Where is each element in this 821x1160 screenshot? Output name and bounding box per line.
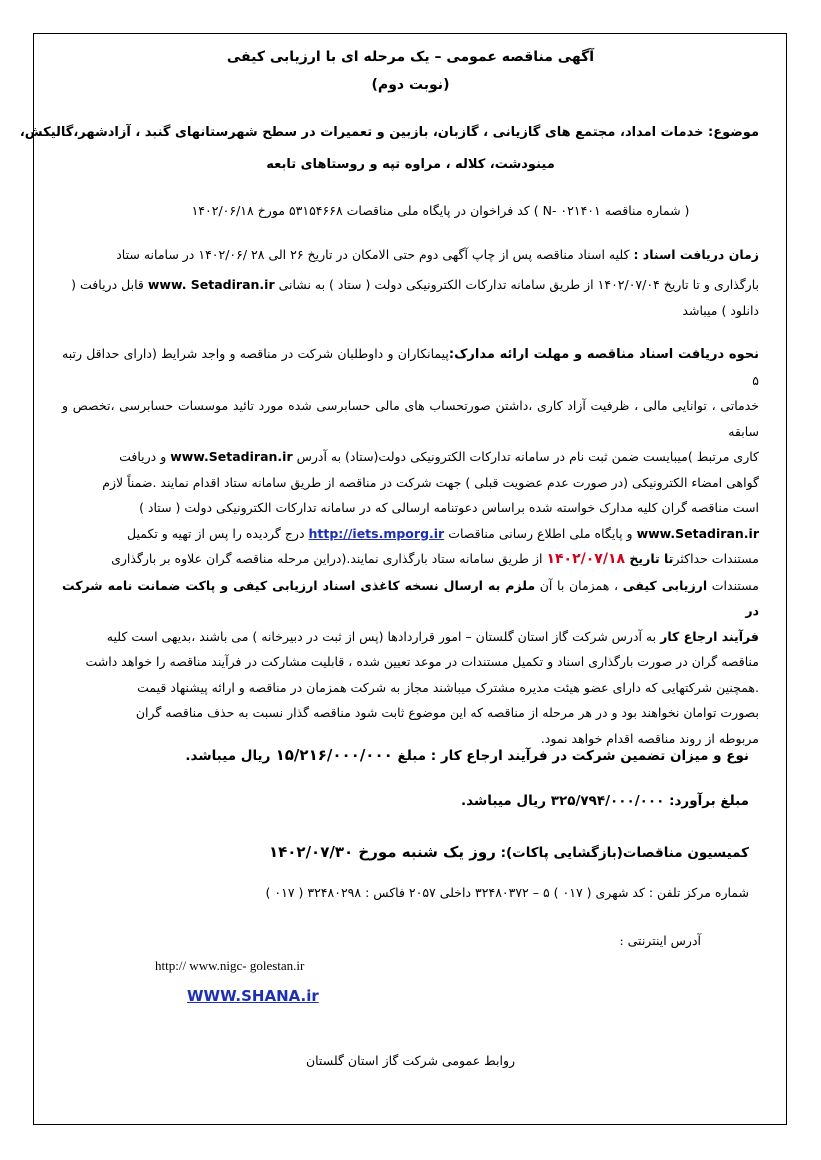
- tender-number: ( شماره مناقصه N- ۰۲۱۴۰۱ ) کد فراخوان در پایگاه ملی مناقصات ۵۳۱۵۴۶۶۸ مورخ ۱۴۰۲/۰۶/۱۸: [191, 203, 690, 218]
- receipt-text-1: کلیه اسناد مناقصه پس از چاپ آگهی دوم حتی الامکان در تاریخ ۲۶ الی ۲۸ /۱۴۰۲/۰۶ در سامانه ستاد: [116, 247, 634, 262]
- receipt-text-2: بارگذاری و تا تاریخ ۱۴۰۲/۰۷/۰۴ از طریق سامانه تدارکات الکترونیکی دولت ( ستاد ) به نشانی: [274, 277, 759, 292]
- subject-line-1: موضوع: خدمات امداد، مجتمع های گازیانی ، گازبان، بازبین و تعمیرات در سطح شهرستانهای گنبد ، آزادشهر،گالیکش،: [19, 125, 759, 140]
- guarantee-tail: ریال میباشد.: [185, 748, 271, 764]
- guarantee-line: [185, 746, 749, 764]
- submission-line-1: [62, 341, 759, 393]
- submission-line-12: بصورت توامان نخواهند بود و در هر مرحله از مناقصه که این موضوع ثابت شود مناقصه گذار نسبت به حذف مناقصه گران: [135, 705, 759, 720]
- referral-process: فرآیند ارجاع کار: [660, 628, 759, 644]
- shana-link[interactable]: WWW.SHANA.ir: [187, 987, 319, 1005]
- submission-text-9: به آدرس شرکت گاز استان گلستان – امور قراردادها (پس از ثبت در دبیرخانه ) می باشند ،بدیهی است کلیه: [106, 628, 661, 644]
- submission-text-7b: از طریق سامانه ستاد بارگذاری نمایند.(دراین مرحله مناقصه گران علاوه بر بارگذاری: [111, 551, 547, 566]
- receipt-line-3: دانلود ) میباشد: [682, 303, 759, 318]
- submission-line-11: .همچنین شرکتهایی که دارای عضو هیئت مدیره مشترک میباشند مجاز به شرکت همزمان در مناقصه و ارائه پیشنهاد قیمت: [137, 679, 759, 695]
- submission-line-13: مربوطه از روند مناقصه اقدام خواهد نمود.: [540, 730, 759, 746]
- deadline-label: تا تاریخ: [625, 551, 674, 566]
- submission-text-6b: درج گردیده را پس از تهیه و تکمیل: [126, 525, 309, 541]
- estimate-amount: ۳۲۵/۷۹۴/۰۰۰/۰۰۰ ریال میباشد.: [461, 793, 670, 809]
- submission-text-3b: و دریافت: [119, 449, 171, 464]
- submission-line-8: [62, 573, 759, 624]
- setadiran-link-1[interactable]: www. Setadiran.ir: [147, 277, 275, 292]
- submission-line-2: خدماتی ، توانایی مالی ، ظرفیت آزاد کاری ،داشتن صورتحساب های مالی حسابرسی شده مورد تائید موسسات حسابرسی ،تخصص و سابقه: [62, 398, 759, 439]
- footer-signature: روابط عمومی شرکت گاز استان گلستان: [305, 1053, 516, 1068]
- submission-text-1: پیمانکاران و داوطلبان شرکت در مناقصه و واجد شرایط (دارای حداقل رتبه ۵: [62, 346, 759, 388]
- submission-line-10: مناقصه گران در صورت بارگذاری اسناد و تکمیل مستندات در موعد تعیین شده ، قابلیت مشارکت در فرآیند مناقصه را خواهد داشت: [85, 654, 759, 669]
- internet-label: آدرس اینترنتی :: [619, 933, 701, 948]
- submission-text-6a: و پایگاه ملی اطلاع رسانی مناقصات: [444, 525, 637, 541]
- guarantee-amount: ۱۵/۲۱۶/۰۰۰/۰۰۰: [270, 746, 393, 764]
- submission-text-8a: مستندات: [707, 577, 759, 593]
- submission-line-3: [62, 444, 759, 470]
- submission-text-3a: کاری مرتبط )میبایست ضمن ثبت نام در سامانه تدارکات الکترونیکی دولت(ستاد) به آدرس: [292, 449, 759, 464]
- guarantee-label: نوع و میزان تضمین شرکت در فرآیند ارجاع کار : مبلغ: [392, 748, 749, 764]
- contact-line: شماره مرکز تلفن : کد شهری ( ۰۱۷ ) ۵ – ۳۲۴۸۰۳۷۲ داخلی ۲۰۵۷ فاکس : ۳۲۴۸۰۲۹۸ ( ۰۱۷ ): [265, 885, 749, 900]
- iets-link[interactable]: http://iets.mporg.ir: [308, 525, 445, 541]
- paper-copy-requirement: ملزم به ارسال نسخه کاغذی اسناد ارزیابی کیفی و پاکت ضمانت نامه شرکت در: [62, 577, 759, 618]
- subject-line-2: مینودشت، کلاله ، مراوه تپه و روستاهای تابعه: [266, 157, 555, 172]
- receipt-line-1: [116, 247, 759, 262]
- submission-paragraph: [62, 341, 759, 751]
- estimate-label: مبلغ برآورد:: [669, 793, 749, 809]
- submission-line-7: [62, 546, 759, 573]
- commission-date: روز یک شنبه مورخ ۱۴۰۲/۰۷/۳۰: [268, 843, 496, 861]
- submission-text-8b: ، همزمان با آن: [535, 577, 623, 593]
- setadiran-link-2[interactable]: www.Setadiran.ir: [170, 449, 293, 464]
- estimate-line: [461, 793, 749, 809]
- receipt-label: زمان دریافت اسناد :: [633, 247, 759, 262]
- website-link[interactable]: http:// www.nigc- golestan.ir: [155, 958, 305, 973]
- submission-label: نحوه دریافت اسناد مناقصه و مهلت ارائه مدارک:: [448, 347, 759, 362]
- quality-assessment: ارزیابی کیفی: [622, 577, 708, 593]
- submission-line-6: [62, 521, 759, 547]
- title-line-1: آگهی مناقصه عمومی – یک مرحله ای با ارزیابی کیفی: [226, 49, 595, 65]
- title-line-2: (نوبت دوم): [371, 77, 450, 93]
- commission-label: کمیسیون مناقصات(بازگشایی پاکات):: [495, 845, 749, 861]
- submission-text-7a: مستندات حداکثر: [673, 551, 759, 566]
- submission-line-5: است مناقصه گران کلیه مدارک خواسته شده براساس دعوتنامه ارسالی که در سامانه تدارکات الکترونیکی دولت ( ستاد ): [139, 500, 759, 515]
- receipt-tail: قابل دریافت (: [71, 277, 148, 292]
- setadiran-link-3[interactable]: www.Setadiran.ir: [636, 525, 759, 541]
- receipt-line-2: [71, 277, 759, 292]
- deadline-date: ۱۴۰۲/۰۷/۱۸: [546, 551, 626, 567]
- commission-line: [269, 843, 749, 861]
- submission-line-4: گواهی امضاء الکترونیکی (در صورت عدم عضویت قبلی ) جهت شرکت در مناقصه از طریق سامانه ستاد اقدام نمایند .ضمناً لازم: [102, 474, 759, 490]
- submission-line-9: [62, 624, 759, 650]
